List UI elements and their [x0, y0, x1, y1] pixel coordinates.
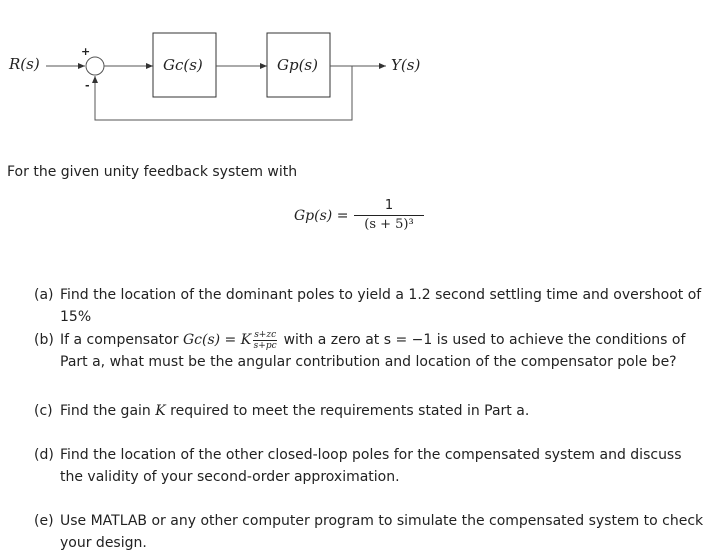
intro-text: For the given unity feedback system with: [7, 164, 298, 180]
summing-junction: [86, 57, 104, 75]
controller-label: Gc(s): [163, 56, 203, 74]
part-label: (d): [34, 447, 54, 463]
equation-lhs: Gp(s) =: [294, 208, 349, 224]
input-label: R(s): [9, 55, 40, 73]
part-text: Use MATLAB or any other computer program to simulate the compensated system to check your design.: [60, 513, 704, 551]
part-label: (e): [34, 513, 54, 529]
part-b-text-before: If a compensator: [60, 332, 179, 348]
part-text: Find the location of the other closed-loop poles for the compensated system and discuss the validity of your second-order approximation.: [60, 447, 682, 485]
part-c: [34, 400, 704, 422]
part-b-text-after: with a zero at s = −1 is used to achieve the conditions of Part a, what must be the angular contribution and location of the compensator pole be?: [60, 332, 686, 370]
compensator-numerator: s+zc: [254, 329, 277, 340]
block-diagram: [0, 0, 714, 140]
equation-numerator: 1: [384, 198, 394, 213]
plant-label: Gp(s): [277, 56, 318, 74]
part-a: [34, 284, 704, 328]
compensator-denominator: s+pc: [253, 340, 277, 351]
part-text: [60, 329, 704, 373]
output-label: Y(s): [391, 56, 421, 74]
part-label: (a): [34, 287, 54, 303]
compensator-formula: Gc(s) = K: [182, 332, 252, 348]
part-d: [34, 444, 704, 488]
equation-denominator: (s + 5)³: [364, 217, 414, 232]
part-e: [34, 510, 704, 554]
sum-minus-sign: -: [85, 79, 90, 92]
gain-symbol: K: [155, 403, 166, 419]
part-c-text-after: required to meet the requirements stated in Part a.: [170, 403, 530, 419]
compensator-fraction: [253, 330, 277, 351]
sum-plus-sign: +: [81, 45, 91, 58]
part-b: [34, 329, 704, 373]
fraction-bar: [354, 215, 424, 216]
part-c-text-before: Find the gain: [60, 403, 151, 419]
part-text: [60, 400, 704, 422]
part-label: (b): [34, 332, 54, 348]
part-label: (c): [34, 403, 53, 419]
equation-fraction: [354, 198, 424, 233]
part-text: Find the location of the dominant poles to yield a 1.2 second settling time and overshoot of 15%: [60, 287, 702, 325]
